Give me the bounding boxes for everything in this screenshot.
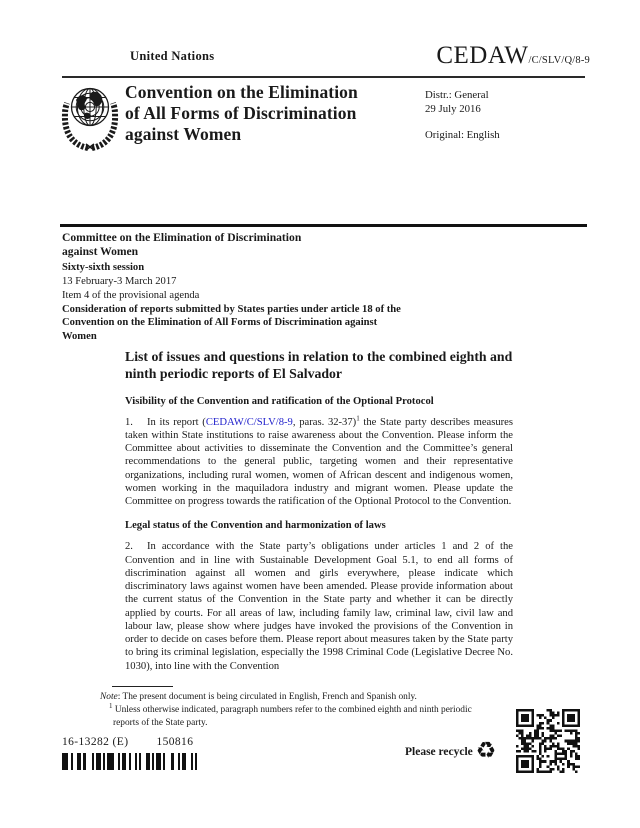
committee-name [62,231,422,259]
convention-title [125,82,445,145]
job-number: 16-13282 (E) [62,736,129,748]
note-text: : The present document is being circulated in English, French and Spanish only. [117,692,417,702]
footnote-separator [112,686,173,687]
paragraph-1 [125,416,513,509]
agenda-title: Consideration of reports submitted by States parties under article 18 of the Convention on the Elimination of All Forms of Discrimination against Women [62,303,401,343]
qr-code [516,709,580,773]
session-title: Sixty-sixth session [62,262,145,274]
convention-title-line: Convention on the Elimination [125,82,358,102]
paragraph-text: In its report ( [147,416,206,428]
paragraph-number: 1. [125,416,133,428]
org-name: United Nations [130,49,215,63]
recycle-notice [405,740,496,763]
un-emblem-icon [58,80,122,154]
footnote-text: Unless otherwise indicated, paragraph numbers refer to the combined eighth and ninth periodic reports of the State party. [113,704,472,728]
date-code: 150816 [156,736,194,748]
recycle-label: Please recycle [405,745,473,758]
agenda-item: Item 4 of the provisional agenda [62,289,200,301]
session-dates: 13 February-3 March 2017 [62,276,177,288]
doc-symbol-main: CEDAW [436,42,529,69]
header-divider [62,76,585,78]
convention-title-line: of All Forms of Discrimination [125,103,357,123]
committee-block [62,231,422,344]
doc-symbol [436,42,590,70]
document-id [62,736,193,748]
footnote-number: 1 [109,701,113,710]
paragraph-number: 2. [125,541,133,553]
footnote-area [100,691,482,730]
main-content [125,348,513,683]
date-line: 29 July 2016 [425,103,481,116]
paragraph-text: the State party describes measures taken within State institutions to raise awareness about the Convention. Please inform the Committee about activities to disseminate the Convention and the Committee’s general recommendations to the general public, targeting women and their representative organizations, including rural women, women of African descent and indigenous women, women working in the maquiladora industry and migrant women. Please update the Committee on progress towards the ratification of the Optional Protocol to the Convention. [125,416,513,508]
report-symbol-link[interactable]: CEDAW/C/SLV/8-9 [205,416,293,428]
convention-title-line: against Women [125,124,242,144]
section-heading-legal-status: Legal status of the Convention and harmonization of laws [125,520,386,532]
note-label: Note [100,692,118,702]
footnote-reference: 1 [356,414,360,423]
page-title: List of issues and questions in relation to the combined eighth and ninth periodic reports of El Salvador [125,349,513,382]
paragraph-text: In accordance with the State party’s obligations under articles 1 and 2 of the Convention and in line with Sustainable Development Goal 5.1, to end all forms of discrimination against all women and girls everywhere, please indicate which discriminatory laws against women have been amended. Please provide information about the current status of the Convention in the State party and whether it can be directly applied by courts. For all areas of law, including family law, criminal law, civil law and labour law, please show where judges have invoked the provisions of the Convention in order to decide on cases before them. Please report about measures taken by the State party to bring its criminal legislation, especially the 1998 Criminal Code (Legislative Decree No. 1030), into line with the Convention [125,541,513,672]
barcode [62,753,204,770]
committee-name-line: against Women [62,245,139,259]
committee-name-line: Committee on the Elimination of Discrimination [62,231,302,244]
section-divider [60,224,587,227]
original-language-line: Original: English [425,128,500,141]
distr-line: Distr.: General [425,89,489,101]
paragraph-text: , paras. 32-37) [292,416,357,428]
distribution-info [425,88,500,142]
circulation-note [100,691,482,704]
footnote-1 [100,701,482,730]
section-heading-visibility: Visibility of the Convention and ratification of the Optional Protocol [125,395,434,407]
recycle-icon: ♻ [475,738,497,764]
paragraph-2 [125,540,513,672]
doc-symbol-suffix: /C/SLV/Q/8-9 [528,55,590,66]
